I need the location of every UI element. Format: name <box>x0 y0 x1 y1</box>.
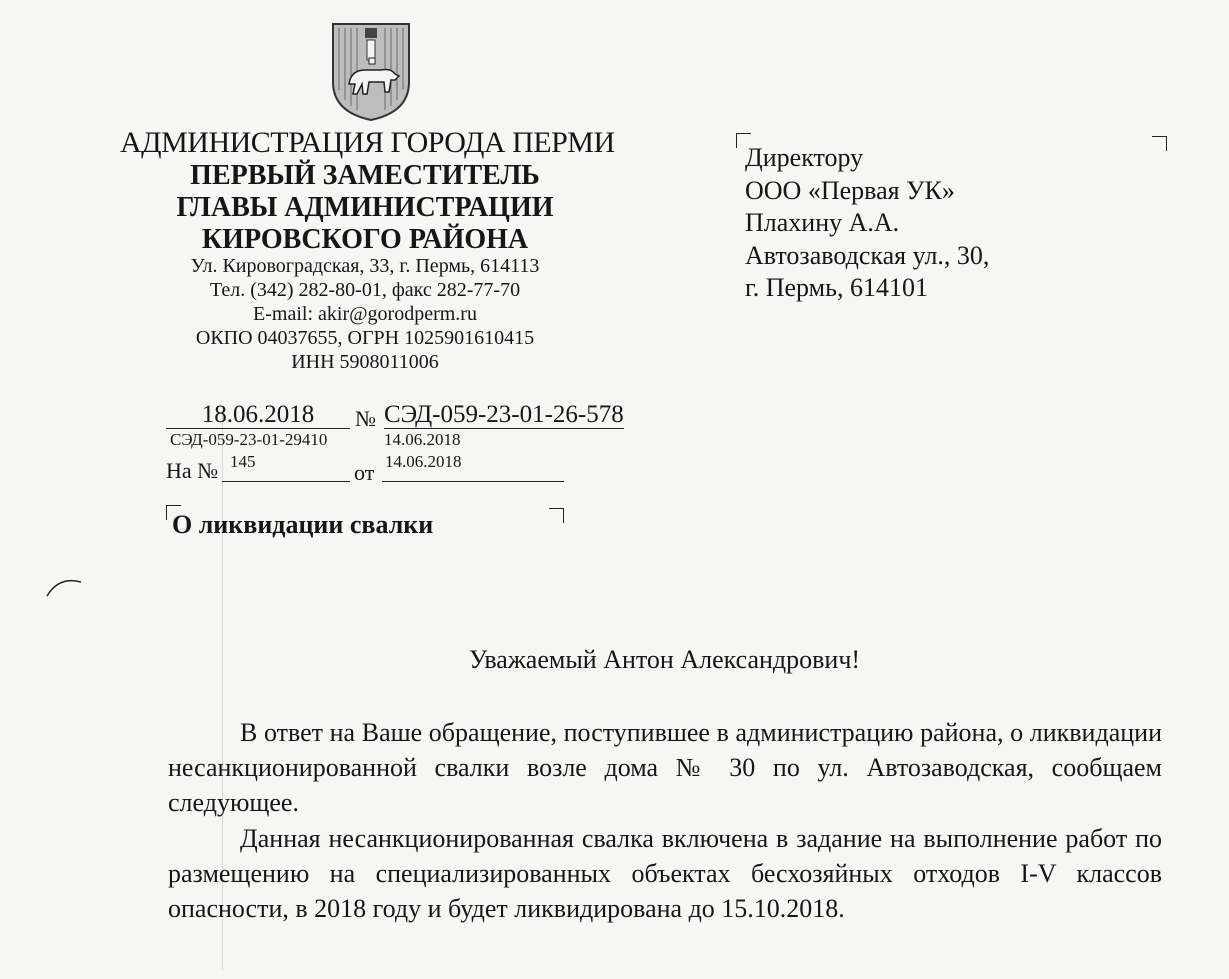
org-email: E-mail: akir@gorodperm.ru <box>253 303 477 325</box>
reference-number: 145 <box>230 452 256 471</box>
org-contacts <box>120 254 610 374</box>
addressee-corner-right <box>1152 136 1167 151</box>
subject-corner-right <box>549 508 564 523</box>
org-position-line3: КИРОВСКОГО РАЙОНА <box>201 224 529 255</box>
addressee-city: г. Пермь, 614101 <box>745 273 928 302</box>
org-position-line1: ПЕРВЫЙ ЗАМЕСТИТЕЛЬ <box>190 160 540 191</box>
org-name: АДМИНИСТРАЦИЯ ГОРОДА ПЕРМИ <box>120 126 615 159</box>
addressee-title: Директору <box>745 143 864 172</box>
reference-from-label: от <box>354 460 375 485</box>
org-phone: Тел. (342) 282-80-01, факс 282-77-70 <box>209 279 521 301</box>
registration-number: СЭД-059-23-01-26-578 <box>384 401 624 428</box>
addressee-street: Автозаводская ул., 30, <box>745 240 990 270</box>
body-paragraph-2 <box>168 821 1162 926</box>
org-inn: ИНН 5908011006 <box>291 351 439 373</box>
org-position-line2: ГЛАВЫ АДМИНИСТРАЦИИ <box>176 192 554 223</box>
reference-label: На № <box>166 458 219 483</box>
addressee-company: ООО «Первая УК» <box>745 175 955 205</box>
reference-date: 14.06.2018 <box>385 452 462 471</box>
registration-date: 18.06.2018 <box>166 402 350 429</box>
incoming-sed-date: 14.06.2018 <box>384 430 461 449</box>
letter-subject: О ликвидации свалки <box>172 510 434 539</box>
addressee-name: Плахину А.А. <box>745 208 900 237</box>
registration-number-label: № <box>355 406 376 431</box>
addressee-block <box>745 142 989 305</box>
org-address: Ул. Кировоградская, 33, г. Пермь, 614113 <box>190 255 540 277</box>
perm-coat-of-arms-icon <box>329 20 413 122</box>
reference-date-line <box>382 481 564 482</box>
incoming-sed-number: СЭД-059-23-01-29410 <box>170 430 328 449</box>
body-paragraph-1 <box>168 715 1162 820</box>
body-paragraph-1-text: В ответ на Ваше обращение, поступившее в администрацию района, о ликвидации несанкционированной свалки возле дома № 30 по ул. Автозаводская, сообщаем следующее. <box>168 718 1162 817</box>
body-paragraph-2-text: Данная несанкционированная свалка включена в задание на выполнение работ по размещению на специализированных объектах бесхозяйных отходов I-V классов опасности, в 2018 году и будет ликвидирована до 15.10.2018. <box>168 824 1162 923</box>
org-codes: ОКПО 04037655, ОГРН 1025901610415 <box>195 327 535 349</box>
greeting: Уважаемый Антон Александрович! <box>468 645 861 674</box>
scan-mark <box>45 570 85 600</box>
reference-number-line <box>222 481 350 482</box>
